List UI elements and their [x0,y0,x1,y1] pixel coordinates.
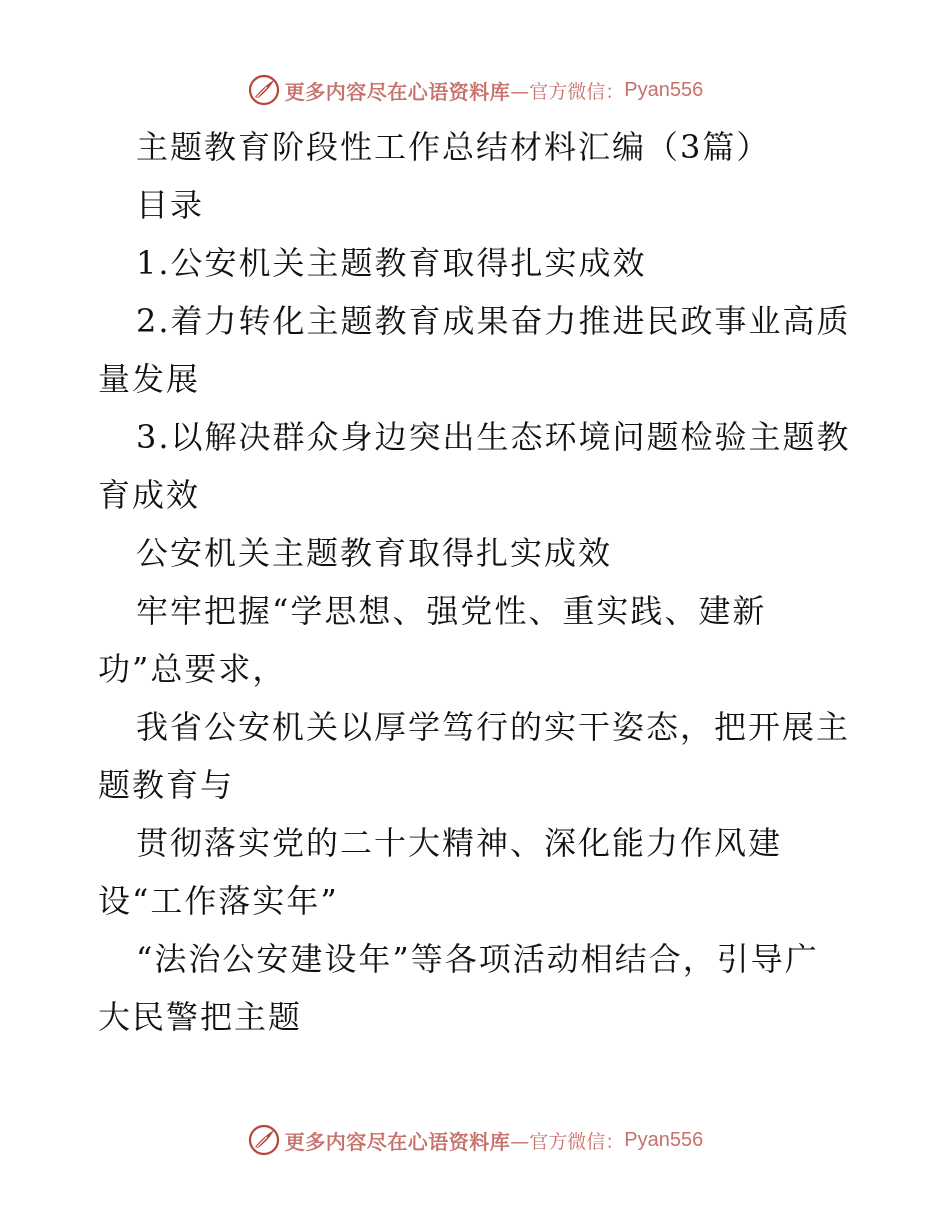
paragraph-line: 我省公安机关以厚学笃行的实干姿态，把开展主 [136,708,851,746]
toc-item-3: 3.以解决群众身边突出生态环境问题检验主题教 [136,418,851,456]
paragraph-line: 贯彻落实党的二十大精神、深化能力作风建 [136,824,783,862]
watermark-separator: —官方微信： [510,80,625,103]
document-title: 主题教育阶段性工作总结材料汇编（3篇） [136,128,771,166]
quill-logo-icon [247,73,281,107]
paragraph-line: 题教育与 [98,766,235,804]
paragraph-line: “法治公安建设年”等各项活动相结合，引导广 [136,940,819,978]
toc-item-2: 2.着力转化主题教育成果奋力推进民政事业高质 [136,302,851,340]
watermark-main-text: 更多内容尽在心语资料库 [284,79,511,104]
quill-logo-icon [247,1123,281,1157]
document-body [98,118,858,1046]
toc-item-2-cont: 量发展 [98,360,201,398]
watermark-separator: —官方微信： [510,1130,625,1153]
footer-watermark [0,1120,950,1160]
toc-item-1: 1.公安机关主题教育取得扎实成效 [136,244,647,282]
header-watermark [0,70,950,110]
toc-item-3-cont: 育成效 [98,476,201,514]
watermark-wechat-id: Pyan556 [624,78,704,101]
paragraph-line: 设“工作落实年” [98,882,339,920]
toc-label: 目录 [136,186,205,224]
paragraph-line: 牢牢把握“学思想、强党性、重实践、建新 [136,592,767,630]
section-title: 公安机关主题教育取得扎实成效 [136,534,613,572]
watermark-main-text: 更多内容尽在心语资料库 [284,1129,511,1154]
paragraph-line: 功”总要求， [98,650,287,688]
watermark-wechat-id: Pyan556 [624,1128,704,1151]
paragraph-line: 大民警把主题 [98,998,303,1036]
